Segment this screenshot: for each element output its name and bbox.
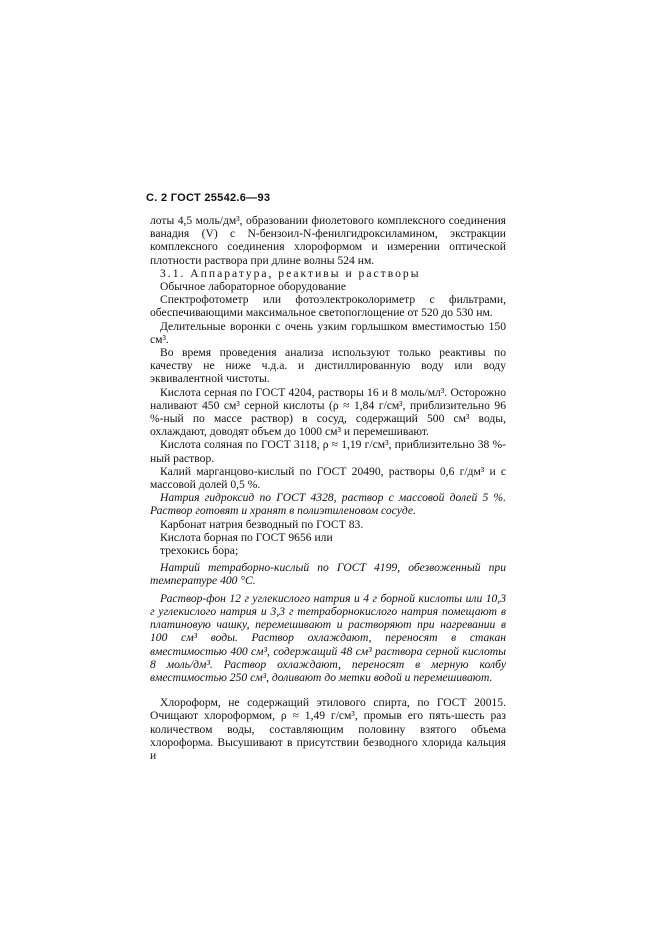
paragraph-background-solution: Раствор-фон 12 г углекислого натрия и 4 г борной кислоты или 10,3 г углекислого натрия и 3,3 г тетраборнокислого натрия помещают в платиновую чашку, перемешивают и растворяют при нагревании в 100 см³ воды. Раствор охлаждают, переносят в стакан вместимостью 400 см³, содержащий 48 см³ раствора серной кислоты 8 моль/дм³. Раствор охлаждают, переносят в мерную колбу вместимостью 250 см³, доливают до метки водой и перемешивают. [150, 591, 506, 684]
paragraph-sodium-tetraborate: Натрий тетраборно-кислый по ГОСТ 4199, обезвоженный при температуре 400 °С. [150, 561, 506, 588]
paragraph-hydrochloric-acid: Кислота соляная по ГОСТ 3118, ρ ≈ 1,19 г/см³, приблизительно 38 %-ный раствор. [150, 438, 506, 465]
page-header: С. 2 ГОСТ 25542.6—93 [146, 192, 271, 204]
paragraph-boric-acid: Кислота борная по ГОСТ 9656 или [160, 530, 333, 544]
paragraph-sodium-carbonate: Карбонат натрия безводный по ГОСТ 83. [160, 517, 364, 531]
paragraph-reagents-note: Во время проведения анализа используют только реактивы по качеству не ниже ч.д.а. и дистиллированную воду или воду эквивалентной чистоты. [150, 346, 506, 386]
section-heading: 3.1. Аппаратура, реактивы и растворы [160, 266, 421, 280]
paragraph-permanganate: Калий марганцово-кислый по ГОСТ 20490, растворы 0,6 г/дм³ и с массовой долей 0,5 %. [150, 464, 506, 492]
paragraph-method-summary: лоты 4,5 моль/дм³, образовании фиолетового комплексного соединения ванадия (V) с N-бензоил-N-фенилгидроксиламином, экстракции комплексного соединения хлороформом и измерении оптической плотности раствора при длине волны 524 нм. [150, 214, 506, 267]
paragraph-funnels: Делительные воронки с очень узким горлышком вместимостью 150 см³. [150, 319, 506, 346]
paragraph-sulfuric-acid: Кислота серная по ГОСТ 4204, растворы 16 и 8 моль/мл³. Осторожно наливают 450 см³ серной кислоты (ρ ≈ 1,84 г/см³, приблизительно 96 %-ный по массе раствор) в сосуд, содержащий 500 см³ воды, охлаждают, доводят объем до 1000 см³ и перемешивают. [150, 385, 506, 439]
paragraph-boron-trioxide: трехокись бора; [160, 544, 239, 558]
paragraph-equipment: Обычное лабораторное оборудование [160, 280, 346, 294]
paragraph-chloroform: Хлороформ, не содержащий этилового спирта, по ГОСТ 20015. Очищают хлороформом, ρ ≈ 1,49 г/см³, промыв его пять-шесть раз количеством воды, составляющим половину взятого объема хлороформа. Высушивают в присутствии безводного хлорида кальция и [150, 696, 506, 762]
paragraph-sodium-hydroxide: Натрия гидроксид по ГОСТ 4328, раствор с массовой долей 5 %. Раствор готовят и хранят в полиэтиленовом сосуде. [150, 491, 506, 518]
document-body [150, 214, 506, 762]
paragraph-spectrophotometer: Спектрофотометр или фотоэлектроколориметр с фильтрами, обеспечивающими максимальное светопоглощение от 520 до 530 нм. [150, 293, 506, 320]
